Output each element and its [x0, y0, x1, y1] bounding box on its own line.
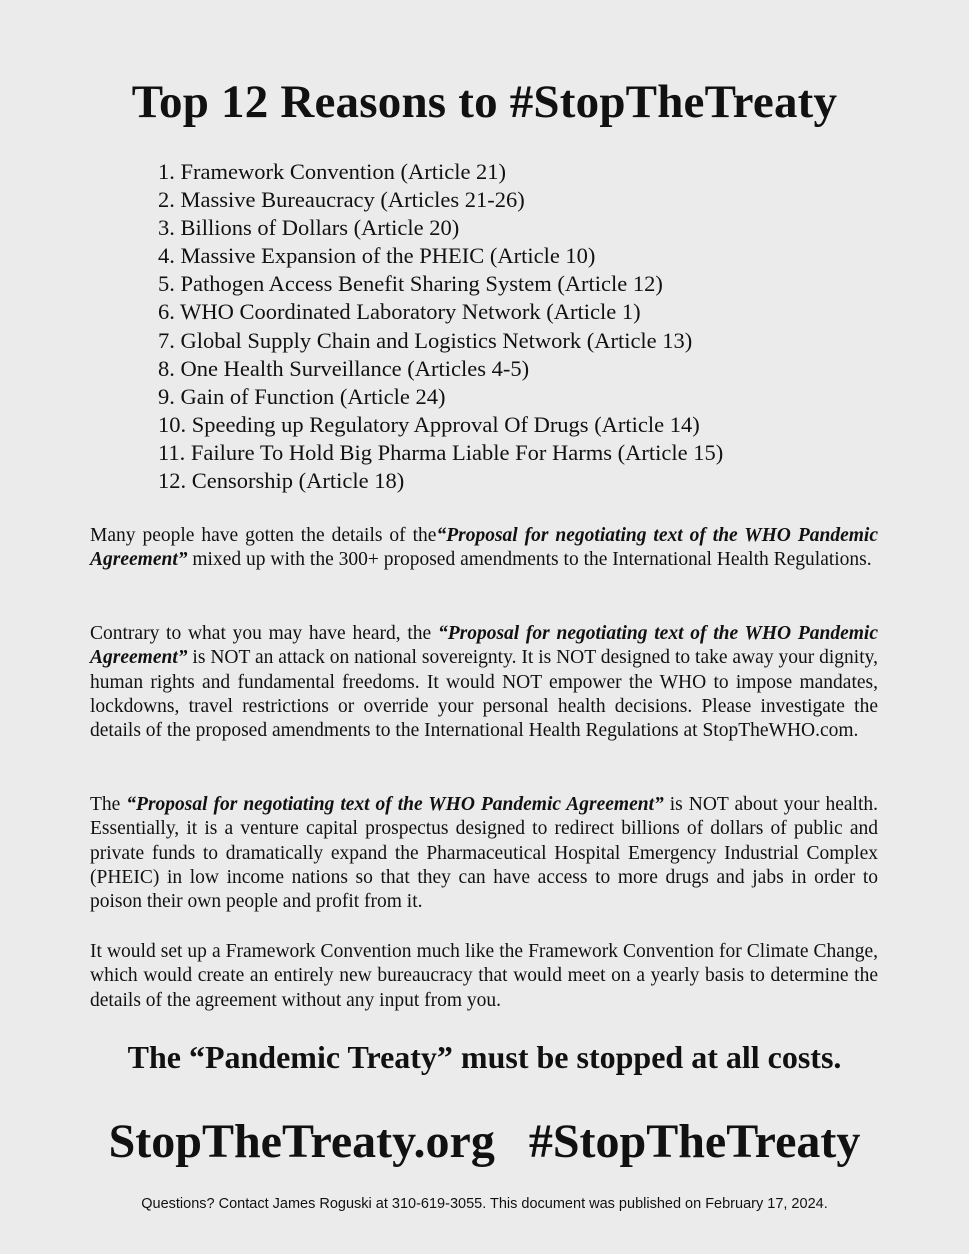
hashtag-text: #StopTheTreaty [528, 1115, 861, 1168]
proposal-title-emphasis: “Proposal for negotiating text of the WHO Pandemic Agreement” [90, 525, 878, 571]
paragraph-text: Contrary to what you may have heard, the [90, 623, 438, 644]
list-item: 6. WHO Coordinated Laboratory Network (Article 1) [158, 299, 641, 325]
paragraph-mixed-up [90, 524, 878, 573]
list-item: 4. Massive Expansion of the PHEIC (Article 10) [158, 243, 596, 269]
proposal-title-emphasis: “Proposal for negotiating text of the WHO Pandemic Agreement” [90, 623, 878, 669]
paragraph-text: is NOT about your health. Essentially, it is a venture capital prospectus designed to redirect billions of dollars of public and private funds to dramatically expand the Pharmaceutical Hospital Emergency Industrial Complex (PHEIC) in low income nations so that they can have access to more drugs and jabs in order to poison their own people and profit from it. [90, 794, 878, 913]
list-item: 2. Massive Bureaucracy (Articles 21-26) [158, 187, 525, 213]
callout-heading: The “Pandemic Treaty” must be stopped at all costs. [127, 1039, 842, 1075]
list-item: 11. Failure To Hold Big Pharma Liable For Harms (Article 15) [158, 439, 724, 465]
paragraph-text: The [90, 794, 127, 815]
proposal-title-emphasis: “Proposal for negotiating text of the WHO Pandemic Agreement” [126, 794, 664, 815]
paragraph-text: is NOT an attack on national sovereignty. It is NOT designed to take away your dignity, human rights and fundamental freedoms. It would NOT empower the WHO to impose mandates, lockdowns, travel restrictions or override your personal health decisions. Please investigate the details of the proposed amendments to the International Health Regulations at StopTheWHO.com. [90, 647, 878, 742]
list-item: 7. Global Supply Chain and Logistics Network (Article 13) [158, 327, 693, 353]
contact-line: Questions? Contact James Roguski at 310-619-3055. This document was published on February 17, 2024. [141, 1196, 828, 1212]
paragraph-not-about-health [90, 793, 878, 914]
website-text: StopTheTreaty.org [108, 1115, 495, 1168]
reasons-list [158, 158, 723, 495]
paragraph-text: Many people have gotten the details of the [90, 525, 437, 546]
list-item: 1. Framework Convention (Article 21) [158, 159, 507, 184]
paragraph-contrary [90, 622, 878, 743]
list-item: 8. One Health Surveillance (Articles 4-5) [158, 355, 530, 381]
list-item: 12. Censorship (Article 18) [158, 468, 405, 494]
paragraph-framework-convention: It would set up a Framework Convention much like the Framework Convention for Climate Change, which would create an entirely new bureaucracy that would meet on a yearly basis to determine the details of the agreement without any input from you. [90, 941, 878, 1011]
paragraph-text: mixed up with the 300+ proposed amendments to the International Health Regulations. [187, 549, 872, 571]
list-item: 3. Billions of Dollars (Article 20) [158, 215, 460, 241]
list-item: 9. Gain of Function (Article 24) [158, 383, 446, 409]
list-item: 5. Pathogen Access Benefit Sharing System (Article 12) [158, 271, 663, 297]
list-item: 10. Speeding up Regulatory Approval Of Drugs (Article 14) [158, 411, 700, 437]
footer-banner [0, 1110, 969, 1174]
page-title: Top 12 Reasons to #StopTheTreaty [131, 76, 838, 128]
